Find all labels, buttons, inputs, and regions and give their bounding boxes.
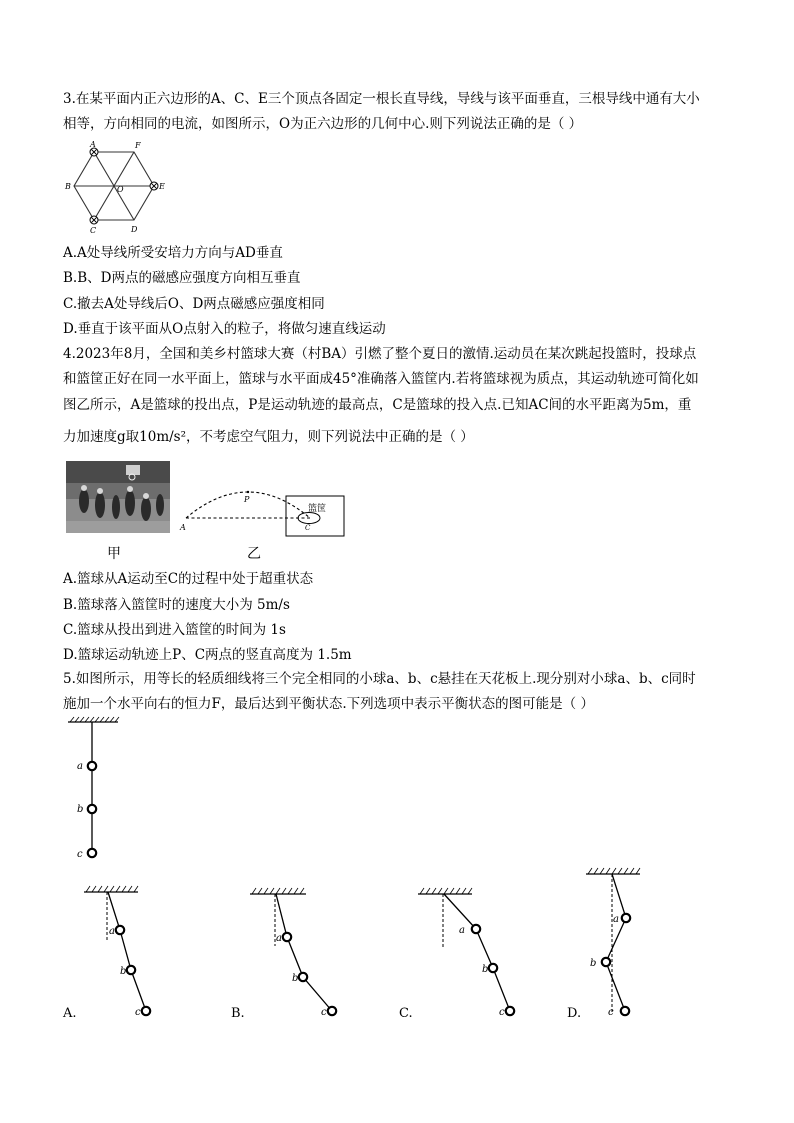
- hex-label-C: C: [90, 226, 97, 235]
- hex-label-B: B: [65, 182, 71, 191]
- hex-label-F: F: [135, 141, 141, 150]
- init-ball-c-label: c: [77, 849, 83, 860]
- optA-ball-c: c: [135, 1007, 141, 1018]
- point-A-label: A: [180, 523, 186, 532]
- fig-label-jia: 甲: [107, 546, 121, 562]
- optC-ball-a: a: [459, 925, 465, 936]
- optC-ball-c: c: [499, 1007, 505, 1018]
- q4-option-b: B.篮球落入篮筐时的速度大小为 5m/s: [63, 597, 290, 613]
- init-ball-b-label: b: [77, 804, 84, 815]
- q4-option-a: A.篮球从A运动至C的过程中处于超重状态: [63, 571, 314, 587]
- hex-label-E: E: [159, 182, 165, 191]
- point-P-label: P: [244, 495, 250, 504]
- optD-ball-c: c: [608, 1007, 614, 1018]
- fig-label-yi: 乙: [247, 546, 261, 562]
- option-D-figure: [582, 866, 652, 1022]
- q5-stem-line1: 5.如图所示，用等长的轻质细线将三个完全相同的小球a、b、c悬挂在天花板上.现分别对小球a、b、c同时: [63, 671, 696, 687]
- q4-stem-line4: 力加速度g取10m/s²，不考虑空气阻力，则下列说法中正确的是（ ）: [63, 429, 474, 445]
- q4-stem-line3: 图乙所示，A是篮球的投出点，P是运动轨迹的最高点，C是篮球的投入点.已知AC间的水平距离为5m，重: [63, 397, 692, 413]
- q4-stem-line2: 和篮筐正好在同一水平面上，篮球与水平面成45°准确落入篮筐内.若将篮球视为质点，其运动轨迹可简化如: [63, 371, 699, 387]
- basket-box: [286, 496, 344, 536]
- optA-ball-b: b: [120, 966, 127, 977]
- wire-C-icon: [90, 216, 98, 224]
- q5-option-D-label: D.: [567, 1006, 582, 1021]
- q3-stem-line1: 3.在某平面内正六边形的A、C、E三个顶点各固定一根长直导线，导线与该平面垂直，三根导线中通有大小: [63, 91, 700, 107]
- option-B-figure: [246, 880, 346, 1022]
- optC-ball-b: b: [482, 964, 489, 975]
- wire-E-icon: [150, 182, 158, 190]
- q5-stem-line2: 施加一个水平向右的恒力F，最后达到平衡状态.下列选项中表示平衡状态的图可能是（ ）: [63, 696, 594, 712]
- hex-label-A: A: [90, 140, 96, 149]
- q4-option-d: D.篮球运动轨迹上P、C两点的竖直高度为 1.5m: [63, 647, 352, 663]
- optA-ball-a: a: [109, 926, 115, 937]
- optB-ball-c: c: [321, 1007, 327, 1018]
- hexagon-figure: [62, 140, 172, 235]
- hex-label-D: D: [131, 225, 138, 234]
- basket-label: 篮筐: [308, 504, 327, 514]
- q5-option-B-label: B.: [231, 1006, 245, 1021]
- q4-stem-line1: 4.2023年8月，全国和美乡村篮球大赛（村BA）引燃了整个夏日的激情.运动员在某次跳起投篮时，投球点: [63, 346, 697, 362]
- hex-label-O: O: [117, 185, 124, 194]
- initial-pendulum-figure: [60, 716, 130, 866]
- q3-option-c: C.撤去A处导线后O、D两点磁感应强度相同: [63, 296, 325, 312]
- q4-option-c: C.篮球从投出到进入篮筐的时间为 1s: [63, 622, 286, 638]
- optD-ball-a: a: [613, 914, 619, 925]
- basketball-photo: [66, 461, 170, 533]
- init-ball-a-label: a: [77, 761, 83, 772]
- option-A-figure: [78, 880, 168, 1022]
- optB-ball-a: a: [276, 933, 282, 944]
- q3-option-a: A.A处导线所受安培力方向与AD垂直: [63, 245, 283, 261]
- q3-option-d: D.垂直于该平面从O点射入的粒子，将做匀速直线运动: [63, 321, 386, 337]
- optB-ball-b: b: [292, 973, 299, 984]
- q3-option-b: B.B、D两点的磁感应强度方向相互垂直: [63, 270, 301, 286]
- trajectory-diagram: [178, 480, 350, 538]
- option-C-figure: [414, 880, 518, 1022]
- q3-stem-line2: 相等，方向相同的电流，如图所示，O为正六边形的几何中心.则下列说法正确的是（ ）: [63, 116, 583, 132]
- optD-ball-b: b: [590, 958, 597, 969]
- q5-option-A-label: A.: [63, 1006, 77, 1021]
- point-C-label: C: [305, 524, 311, 532]
- wire-A-icon: [90, 148, 98, 156]
- q5-option-C-label: C.: [399, 1006, 413, 1021]
